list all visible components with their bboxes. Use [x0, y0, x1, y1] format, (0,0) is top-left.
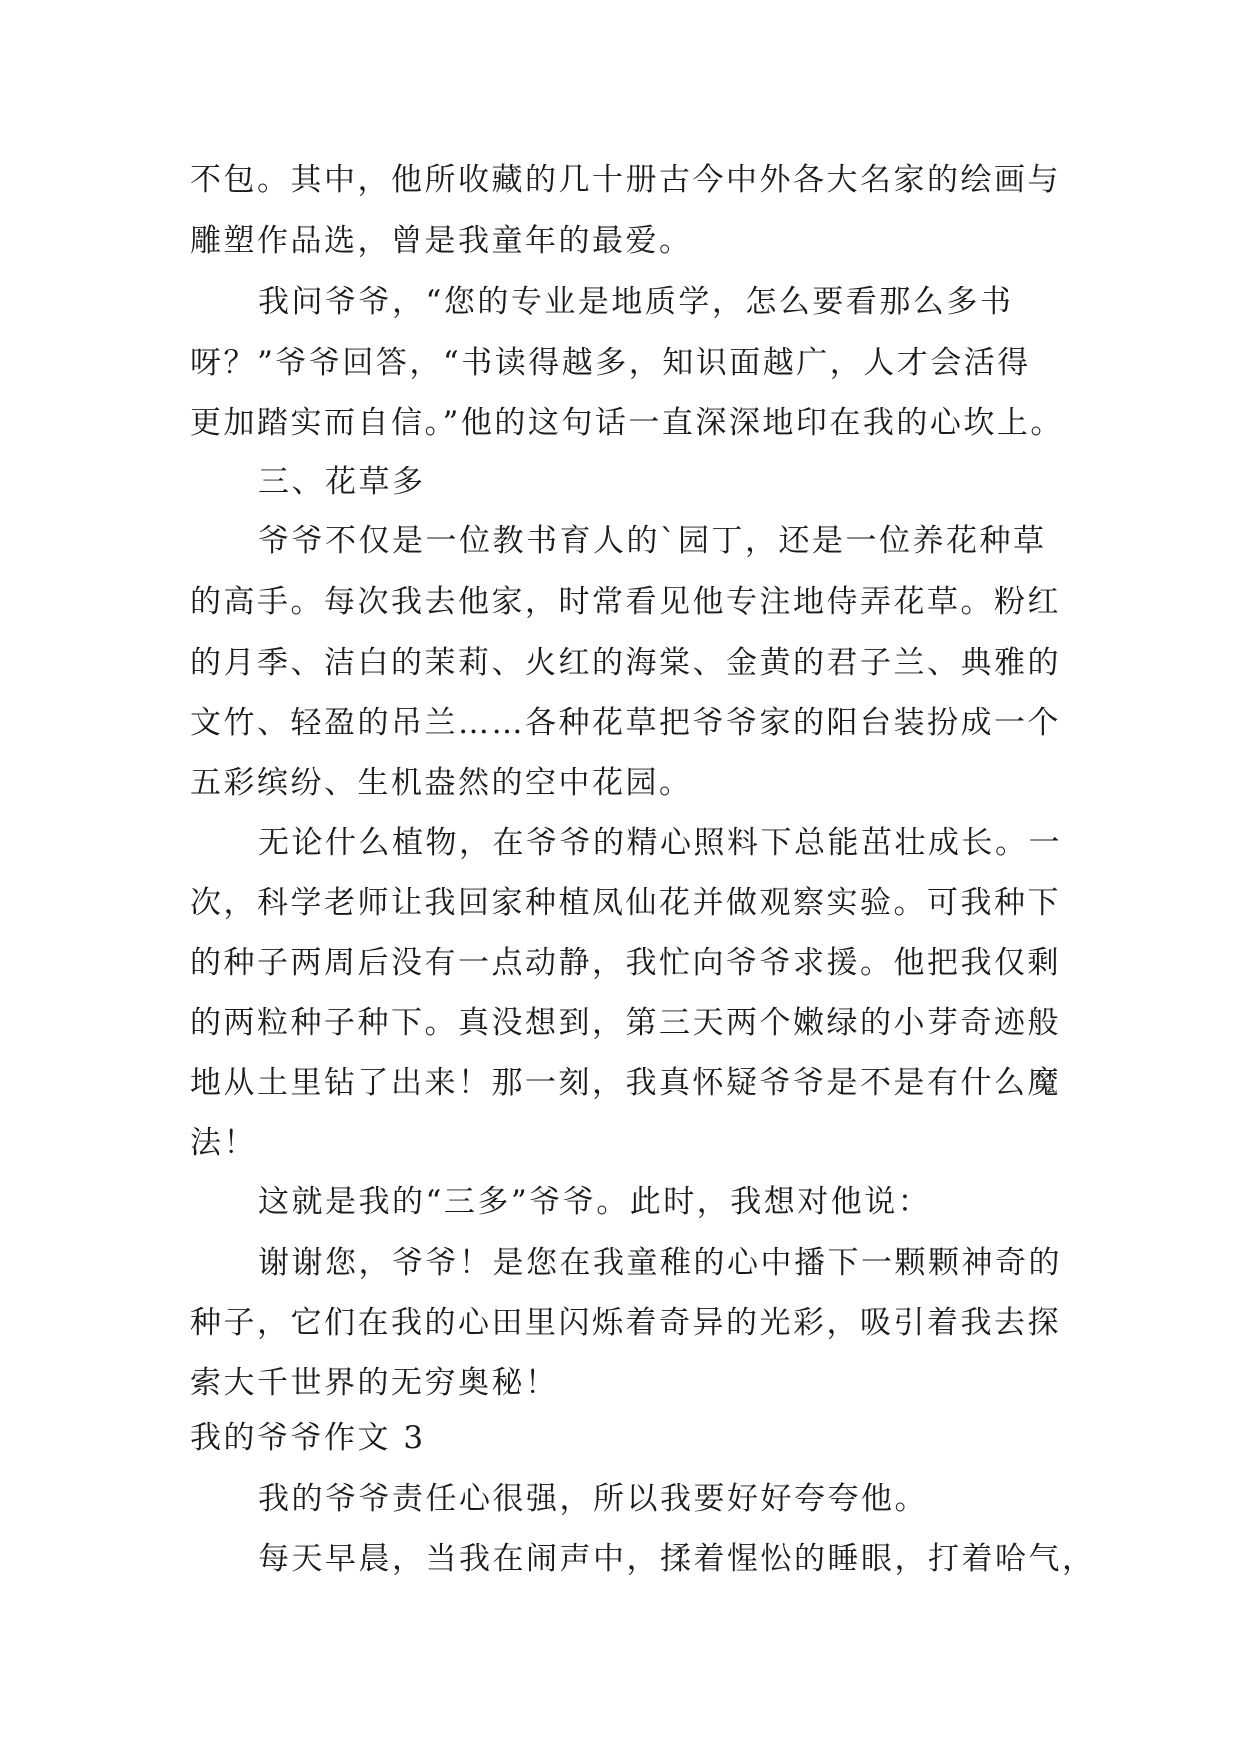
- paragraph-line-10: 文竹、轻盈的吊兰……各种花草把爷爷家的阳台装扮成一个: [190, 705, 1061, 741]
- paragraph-line-9: 的月季、洁白的茉莉、火红的海棠、金黄的君子兰、典雅的: [190, 645, 1061, 681]
- paragraph-line-8: 的高手。每次我去他家，时常看见他专注地侍弄花草。粉红: [190, 584, 1061, 620]
- paragraph-line-17: 法！: [190, 1125, 257, 1161]
- paragraph-line-4: 呀？”爷爷回答，“书读得越多，知识面越广，人才会活得: [190, 345, 1031, 381]
- paragraph-line-3: 我问爷爷，“您的专业是地质学，怎么要看那么多书: [258, 284, 1014, 320]
- paragraph-line-16: 地从土里钻了出来！那一刻，我真怀疑爷爷是不是有什么魔: [190, 1065, 1061, 1101]
- paragraph-line-2: 雕塑作品选，曾是我童年的最爱。: [190, 223, 693, 259]
- paragraph-line-14: 的种子两周后没有一点动静，我忙向爷爷求援。他把我仅剩: [190, 945, 1061, 981]
- paragraph-line-15: 的两粒种子种下。真没想到，第三天两个嫩绿的小芽奇迹般: [190, 1005, 1061, 1041]
- paragraph-line-7: 爷爷不仅是一位教书育人的`园丁，还是一位养花种草: [258, 523, 1047, 559]
- paragraph-line-5: 更加踏实而自信。”他的这句话一直深深地印在我的心坎上。: [190, 405, 1064, 441]
- paragraph-line-13: 次，科学老师让我回家种植凤仙花并做观察实验。可我种下: [190, 885, 1061, 921]
- paragraph-line-20: 种子，它们在我的心田里闪烁着奇异的光彩，吸引着我去探: [190, 1305, 1061, 1341]
- paragraph-line-23: 我的爷爷责任心很强，所以我要好好夸夸他。: [258, 1481, 928, 1517]
- paragraph-line-11: 五彩缤纷、生机盎然的空中花园。: [190, 765, 693, 801]
- paragraph-line-1: 不包。其中，他所收藏的几十册古今中外各大名家的绘画与: [190, 162, 1061, 198]
- section-heading-flowers: 三、花草多: [258, 464, 426, 500]
- paragraph-line-21: 索大千世界的无穷奥秘！: [190, 1365, 559, 1401]
- paragraph-line-18: 这就是我的“三多”爷爷。此时，我想对他说：: [258, 1184, 932, 1220]
- paragraph-line-19: 谢谢您，爷爷！是您在我童稚的心中播下一颗颗神奇的: [258, 1245, 1062, 1281]
- essay-title-3: 我的爷爷作文 3: [190, 1420, 426, 1456]
- paragraph-line-12: 无论什么植物，在爷爷的精心照料下总能茁壮成长。一: [258, 825, 1062, 861]
- paragraph-line-24: 每天早晨，当我在闹声中，揉着惺忪的睡眼，打着哈气，: [258, 1541, 1096, 1577]
